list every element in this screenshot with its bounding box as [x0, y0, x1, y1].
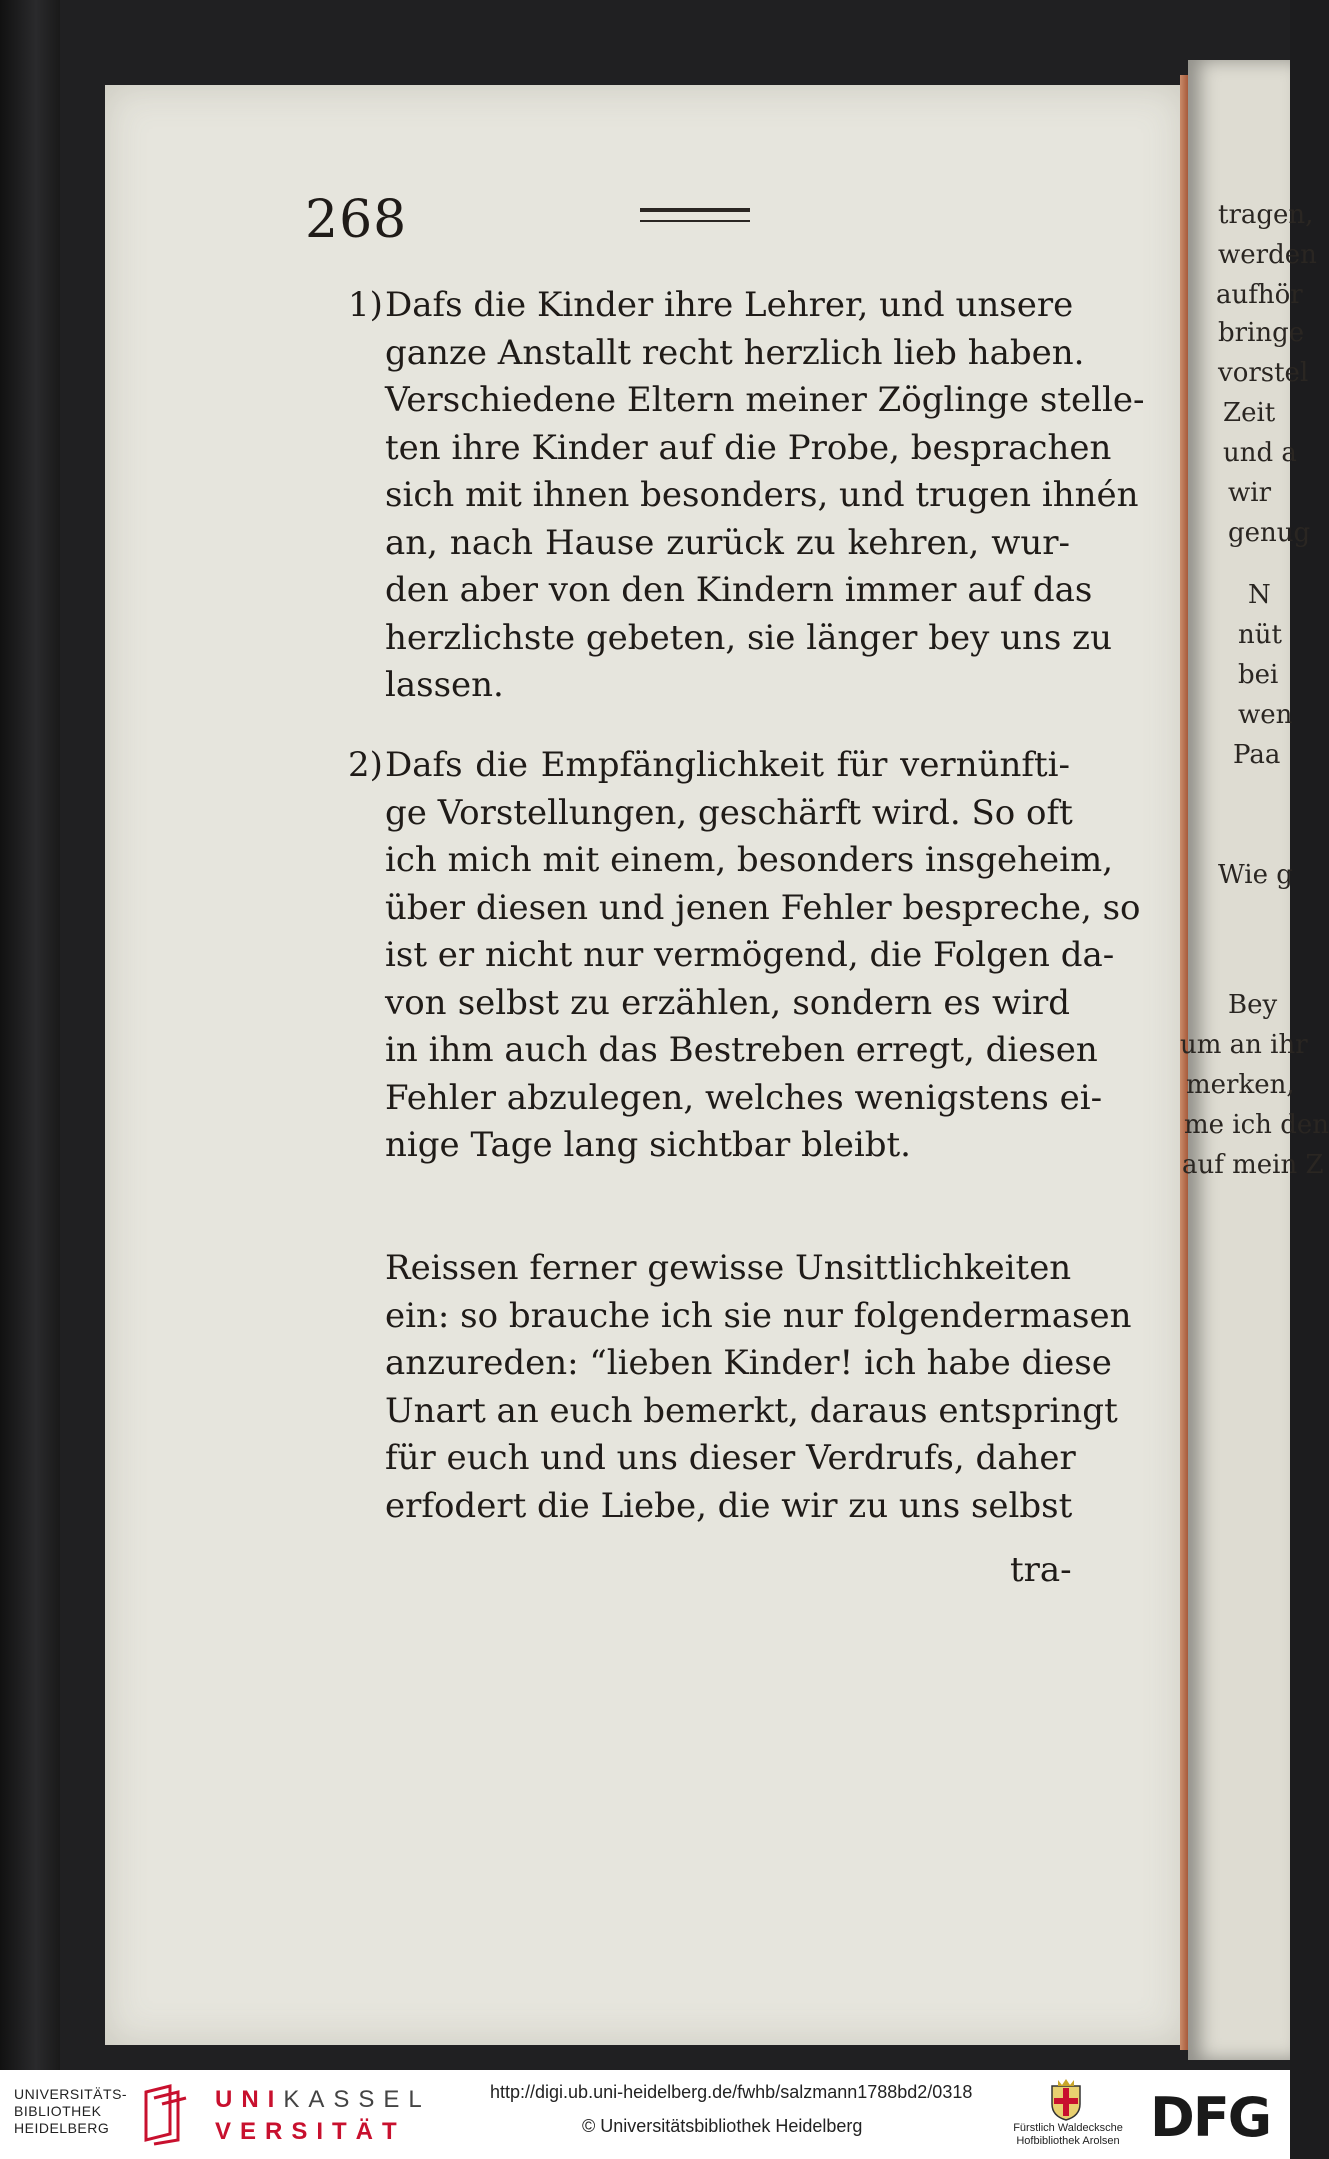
- text-line: erfodert die Liebe, die wir zu uns selbst: [385, 1485, 1073, 1526]
- kassel-top-line: [215, 2084, 431, 2116]
- waldeck-library-name[interactable]: [990, 2122, 1146, 2148]
- next-page-text: merken,: [1186, 1070, 1295, 1100]
- next-page-text: auf mein Z: [1182, 1150, 1324, 1180]
- text-line: an, nach Hause zurück zu kehren, wur-: [385, 522, 1070, 563]
- dfg-logo[interactable]: DFG: [1150, 2086, 1271, 2149]
- text-line: von selbst zu erzählen, sondern es wird: [385, 982, 1070, 1023]
- paragraph-2-label: 2): [348, 745, 383, 785]
- next-page-text: Wie g: [1218, 860, 1293, 890]
- next-page-text: Bey: [1228, 990, 1278, 1020]
- paragraph-1-label: 1): [348, 285, 383, 325]
- text-line: ich mich mit einem, besonders insgeheim,: [385, 840, 1114, 880]
- text-line: Dafs die Empfänglichkeit für vernünfti-: [385, 745, 1070, 785]
- text-line: sich mit ihnen besonders, und trugen ihnén: [385, 475, 1139, 515]
- catchword: tra-: [1010, 1550, 1072, 1590]
- next-page-text: wir: [1228, 478, 1271, 508]
- paragraph-1: [385, 282, 1145, 710]
- library-name-line: UNIVERSITÄTS-: [14, 2086, 128, 2102]
- next-page-text: und a: [1223, 438, 1297, 468]
- paragraph-2: [385, 742, 1141, 1170]
- next-page-peek: [1180, 60, 1329, 2060]
- page-number: 268: [305, 190, 408, 250]
- text-line: anzureden: “lieben Kinder! ich habe diese: [385, 1343, 1112, 1383]
- next-page-text: me ich den: [1184, 1110, 1329, 1140]
- text-line: ganze Anstallt recht herzlich lieb haben.: [385, 332, 1085, 373]
- library-name-line: HEIDELBERG: [14, 2120, 110, 2136]
- next-page-text: aufhör: [1216, 280, 1303, 310]
- next-page-text: vorstel: [1218, 358, 1309, 388]
- waldeck-crest-icon: [1048, 2078, 1084, 2122]
- text-line: Dafs die Kinder ihre Lehrer, und unsere: [385, 285, 1074, 325]
- kassel-uni: UNI: [215, 2086, 284, 2113]
- header-rule: [640, 208, 750, 222]
- text-line: Unart an euch bemerkt, daraus entspringt: [385, 1390, 1118, 1431]
- waldeck-line: Fürstlich Waldecksche: [1013, 2122, 1123, 2134]
- footer-bar: [0, 2070, 1290, 2159]
- text-line: ten ihre Kinder auf die Probe, besprachen: [385, 427, 1112, 468]
- next-page-text: bringe: [1218, 318, 1305, 348]
- copyright-text: © Universitätsbibliothek Heidelberg: [582, 2116, 863, 2136]
- text-line: Reissen ferner gewisse Unsittlichkeiten: [385, 1248, 1072, 1288]
- waldeck-line: Hofbibliothek Arolsen: [1016, 2135, 1120, 2147]
- text-line: lassen.: [385, 665, 504, 705]
- next-page-text: bei: [1238, 660, 1279, 690]
- permalink-url[interactable]: http://digi.ub.uni-heidelberg.de/fwhb/salzmann1788bd2/0318: [490, 2082, 973, 2102]
- next-page-text: Paa: [1233, 740, 1281, 770]
- next-page-text: N: [1248, 580, 1271, 610]
- next-page-text: Zeit: [1223, 398, 1276, 428]
- text-line: nige Tage lang sichtbar bleibt.: [385, 1125, 911, 1165]
- kassel-bottom-line: VERSITÄT: [215, 2118, 406, 2145]
- text-line: ge Vorstellungen, geschärft wird. So oft: [385, 792, 1073, 833]
- uni-kassel-logo[interactable]: [215, 2084, 431, 2148]
- text-line: den aber von den Kindern immer auf das: [385, 570, 1093, 610]
- heidelberg-library-logo-icon[interactable]: [140, 2084, 188, 2142]
- paragraph-3: [385, 1245, 1132, 1530]
- text-line: herzlichste gebeten, sie länger bey uns zu: [385, 617, 1112, 658]
- next-page-text: tragen,: [1218, 200, 1314, 230]
- library-name-line: BIBLIOTHEK: [14, 2103, 102, 2119]
- text-line: Fehler abzulegen, welches wenigstens ei-: [385, 1077, 1103, 1118]
- text-line: in ihm auch das Bestreben erregt, diesen: [385, 1030, 1098, 1070]
- page-edge: [1180, 75, 1188, 2050]
- next-page-text: nüt: [1238, 620, 1282, 650]
- text-line: ein: so brauche ich sie nur folgendermasen: [385, 1295, 1132, 1336]
- next-page-text: wen: [1238, 700, 1293, 730]
- heidelberg-library-name[interactable]: [14, 2086, 127, 2137]
- next-page-text: genug: [1228, 518, 1311, 548]
- text-line: über diesen und jenen Fehler bespreche, so: [385, 887, 1141, 928]
- next-page-text: um an ihr: [1180, 1030, 1308, 1060]
- kassel-word: KASSEL: [283, 2086, 431, 2113]
- text-line: für euch und uns dieser Verdrufs, daher: [385, 1438, 1076, 1478]
- next-page-text: werden: [1218, 240, 1317, 270]
- book-spine: [0, 0, 60, 2070]
- text-line: ist er nicht nur vermögend, die Folgen da-: [385, 935, 1115, 975]
- text-line: Verschiedene Eltern meiner Zöglinge stelle-: [385, 380, 1145, 420]
